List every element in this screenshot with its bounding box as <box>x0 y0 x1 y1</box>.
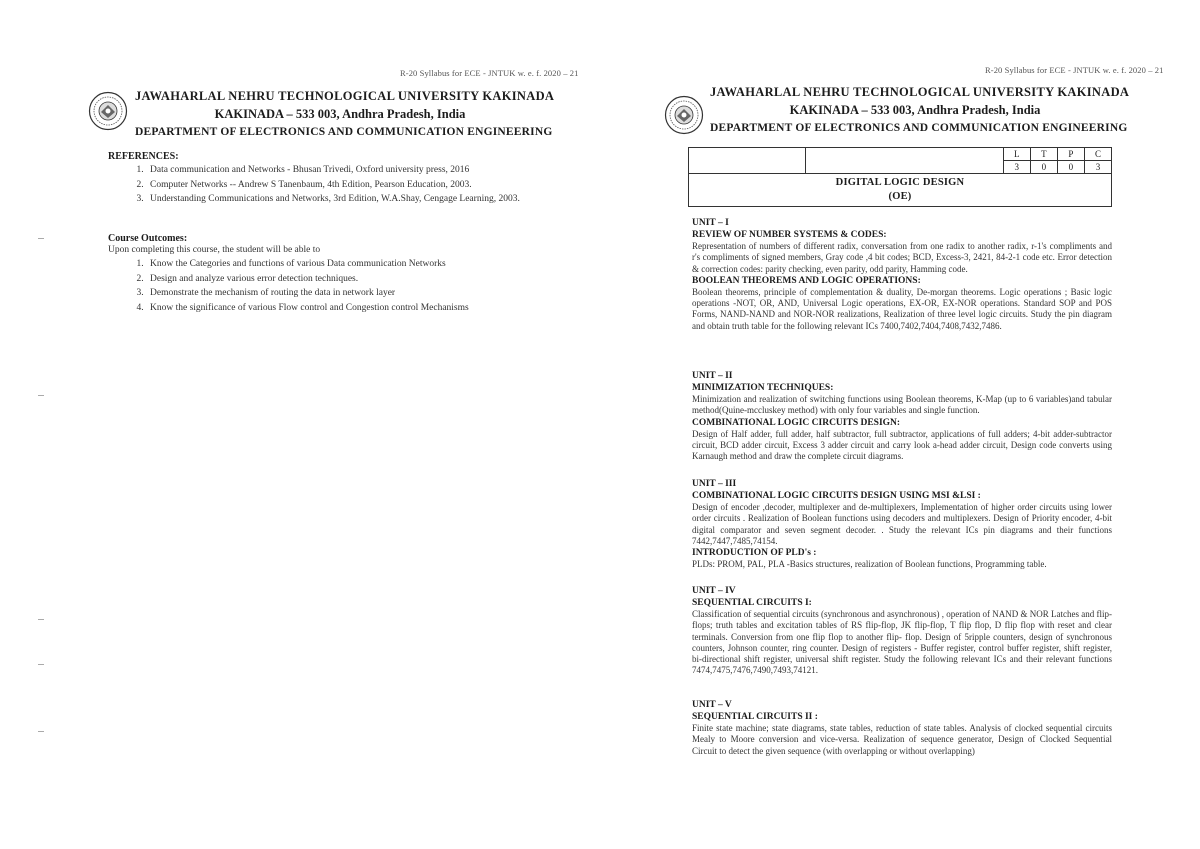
section-text: Representation of numbers of different radix, conversation from one radix to another radix, r-1's compliments and r's compliments of signed members, Gray code ,4 bit codes; BCD, Excess-3, 2421, 84-2-1 code etc. Error detection & correction codes: parity checking, even parity, odd parity, Hamming code. <box>692 241 1112 274</box>
ltpc-header: C <box>1084 148 1111 161</box>
header-note: R-20 Syllabus for ECE - JNTUK w. e. f. 2020 – 21 <box>400 68 579 78</box>
section-text: PLDs: PROM, PAL, PLA -Basics structures, realization of Boolean functions, Programming table. <box>692 559 1047 570</box>
section-heading: SEQUENTIAL CIRCUITS II : <box>692 712 818 722</box>
ltpc-value: 3 <box>1084 161 1111 174</box>
header-note: R-20 Syllabus for ECE - JNTUK w. e. f. 2020 – 21 <box>985 65 1164 75</box>
university-logo-icon <box>664 95 704 135</box>
ltpc-header: T <box>1030 148 1057 161</box>
right-page <box>600 0 1200 849</box>
list-item: 4. Know the significance of various Flow control and Congestion control Mechanisms <box>146 301 566 316</box>
course-title: DIGITAL LOGIC DESIGN <box>835 177 965 188</box>
section-heading: MINIMIZATION TECHNIQUES: <box>692 383 834 393</box>
course-type: (OE) <box>888 191 912 202</box>
section-heading: SEQUENTIAL CIRCUITS I: <box>692 598 812 608</box>
outcomes-intro: Upon completing this course, the student will be able to <box>108 245 321 255</box>
unit-4 <box>692 585 1112 677</box>
outcomes-title: Course Outcomes: <box>108 233 188 244</box>
university-logo-icon <box>88 91 128 131</box>
list-item: 3. Demonstrate the mechanism of routing the data in network layer <box>146 286 566 301</box>
unit-title: UNIT – I <box>692 218 729 228</box>
scan-mark <box>38 731 44 732</box>
university-heading <box>135 89 555 138</box>
university-address: KAKINADA – 533 003, Andhra Pradesh, India <box>214 107 466 121</box>
section-heading: COMBINATIONAL LOGIC CIRCUITS DESIGN USING MSI &LSI : <box>692 491 981 501</box>
university-heading <box>710 85 1130 134</box>
ltpc-header: P <box>1057 148 1084 161</box>
scan-mark <box>38 238 44 239</box>
section-text: Design of Half adder, full adder, half subtractor, full subtractor, applications of full adders; 4-bit adder-subtractor circuit, BCD adder circuit, Excess 3 adder circuit and carry look a-head adder circuit, Design code converts using Karnaugh method and draw the complete circuit diagrams. <box>692 428 1112 462</box>
unit-5 <box>692 699 1112 757</box>
section-text: Design of encoder ,decoder, multiplexer and de-multiplexers, Implementation of higher order circuits using lower order circuits . Realization of Boolean functions using decoders and multiplexers. Design of Priority encoder, 4-bit digital comparator and seven segment decoder. . Study the relevant ICs pin diagrams and their functions 7442,7447,7485,74154. <box>692 502 1112 546</box>
unit-title: UNIT – V <box>692 700 732 710</box>
section-text: Boolean theorems, principle of complementation & duality, De-morgan theorems. Logic operations ; Basic logic operations -NOT, OR, AND, Universal Logic operations, EX-OR, EX-NOR operations. Standard SOP and POS Forms, NAND-NAND and NOR-NOR realizations, Realization of three level logic circuits. Study the pin diagram and obtain truth table for the following relevant ICs 7400,7402,7404,7408,7432,7486. <box>692 286 1112 331</box>
unit-2 <box>692 370 1112 462</box>
ltpc-value: 0 <box>1057 161 1084 174</box>
section-heading: COMBINATIONAL LOGIC CIRCUITS DESIGN: <box>692 417 901 428</box>
university-name: JAWAHARLAL NEHRU TECHNOLOGICAL UNIVERSITY KAKINADA <box>135 89 555 103</box>
list-item: 3. Understanding Communications and Networks, 3rd Edition, W.A.Shay, Cengage Learning, 2003. <box>146 192 546 207</box>
list-item: 1. Know the Categories and functions of various Data communication Networks <box>146 257 566 272</box>
references-title: REFERENCES: <box>108 151 179 162</box>
outcomes-list <box>128 257 566 315</box>
department-name: DEPARTMENT OF ELECTRONICS AND COMMUNICATION ENGINEERING <box>135 126 553 138</box>
section-heading: REVIEW OF NUMBER SYSTEMS & CODES: <box>692 230 887 240</box>
section-heading: BOOLEAN THEOREMS AND LOGIC OPERATIONS: <box>692 275 921 286</box>
ltpc-value: 3 <box>1003 161 1030 174</box>
scan-mark <box>38 619 44 620</box>
section-text: Classification of sequential circuits (synchronous and asynchronous) , operation of NAND & NOR Latches and flip-flops; truth tables and excitation tables of RS flip-flop, JK flip-flop, T flip flop, D flip flop with reset and clear terminals. Conversion from one flip flop to another flip- flop. Design of 5ripple counters, design of synchronous counters, Johnson counter, ring counter. Design of registers - Buffer register, control buffer register, shift register, bi-directional shift register, universal shift register. Study the following relevant ICs and their relevant functions 7474,7475,7476,7490,7493,74121. <box>692 609 1112 676</box>
scan-mark <box>38 664 44 665</box>
unit-title: UNIT – III <box>692 479 737 489</box>
section-heading: INTRODUCTION OF PLD's : <box>692 548 817 559</box>
course-title-block <box>688 177 1112 202</box>
scan-mark <box>38 395 44 396</box>
ltpc-value: 0 <box>1030 161 1057 174</box>
department-name: DEPARTMENT OF ELECTRONICS AND COMMUNICATION ENGINEERING <box>710 122 1128 134</box>
list-item: 1. Data communication and Networks - Bhusan Trivedi, Oxford university press, 2016 <box>146 163 546 178</box>
unit-3 <box>692 478 1112 570</box>
list-item: 2. Computer Networks -- Andrew S Tanenbaum, 4th Edition, Pearson Education, 2003. <box>146 178 546 193</box>
list-item: 2. Design and analyze various error detection techniques. <box>146 272 566 287</box>
unit-1 <box>692 217 1112 332</box>
section-text: Minimization and realization of switching functions using Boolean theorems, K-Map (up to 6 variables)and tabular method(Quine-mccluskey method) with only four variables and single function. <box>692 394 1112 416</box>
section-text: Finite state machine; state diagrams, state tables, reduction of state tables. Analysis of clocked sequential circuits Mealy to Moore conversion and vice-versa. Realization of sequence generator, Design of Clocked Sequential Circuit to detect the given sequence (with overlapping or without overlapping) <box>692 723 1112 756</box>
university-name: JAWAHARLAL NEHRU TECHNOLOGICAL UNIVERSITY KAKINADA <box>710 85 1130 99</box>
unit-title: UNIT – II <box>692 371 733 381</box>
unit-title: UNIT – IV <box>692 586 736 596</box>
ltpc-header: L <box>1003 148 1030 161</box>
university-address: KAKINADA – 533 003, Andhra Pradesh, India <box>789 103 1041 117</box>
references-list <box>128 163 546 207</box>
